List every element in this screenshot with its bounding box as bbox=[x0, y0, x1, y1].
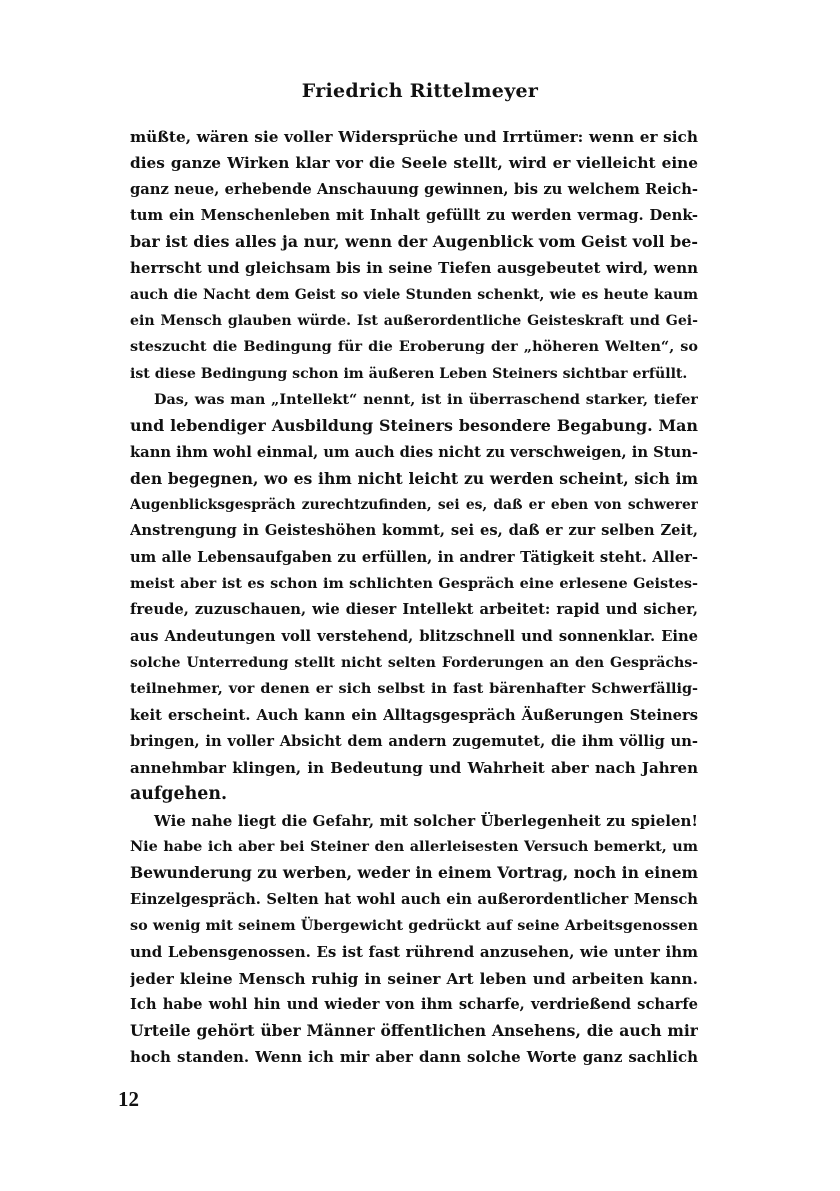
text-line: bringen, in voller Absicht dem andern zugemutet, die ihm völlig un- bbox=[130, 732, 698, 750]
text-line: Ich habe wohl hin und wieder von ihm scharfe, verdrießend scharfe bbox=[130, 995, 698, 1013]
text-line: freude, zuzuschauen, wie dieser Intellekt arbeitet: rapid und sicher, bbox=[130, 601, 698, 619]
text-line: auch die Nacht dem Geist so viele Stunden schenkt, wie es heute kaum bbox=[130, 286, 698, 303]
text-line: steszucht die Bedingung für die Eroberung der „höheren Welten“, so bbox=[130, 338, 698, 356]
body-text bbox=[130, 124, 698, 1071]
text-line: aus Andeutungen voll verstehend, blitzschnell und sonnenklar. Eine bbox=[130, 627, 698, 645]
text-line: müßte, wären sie voller Widersprüche und Irrtümer: wenn er sich bbox=[130, 128, 698, 146]
text-line: ganz neue, erhebende Anschauung gewinnen, bis zu welchem Reich- bbox=[130, 180, 698, 198]
paragraph-first-line: Das, was man „Intellekt“ nennt, ist in überraschend starker, tiefer bbox=[154, 390, 698, 408]
text-line: teilnehmer, vor denen er sich selbst in fast bärenhafter Schwerfällig- bbox=[130, 680, 698, 698]
text-line: und lebendiger Ausbildung Steiners besondere Begabung. Man bbox=[130, 416, 698, 436]
running-head: Friedrich Rittelmeyer bbox=[301, 80, 539, 102]
text-line: kann ihm wohl einmal, um auch dies nicht zu verschweigen, in Stun- bbox=[130, 443, 698, 461]
text-line: Bewunderung zu werben, weder in einem Vortrag, noch in einem bbox=[130, 863, 698, 883]
text-line: ein Mensch glauben würde. Ist außerordentliche Geisteskraft und Gei- bbox=[130, 313, 698, 330]
text-line: bar ist dies alles ja nur, wenn der Augenblick vom Geist voll be- bbox=[130, 232, 698, 252]
text-line: dies ganze Wirken klar vor die Seele stellt, wird er vielleicht eine bbox=[130, 154, 698, 173]
text-line: den begegnen, wo es ihm nicht leicht zu werden scheint, sich im bbox=[130, 468, 698, 488]
text-line: herrscht und gleichsam bis in seine Tiefen ausgebeutet wird, wenn bbox=[130, 259, 698, 278]
text-line: so wenig mit seinem Übergewicht gedrückt auf seine Arbeitsgenossen bbox=[130, 916, 698, 934]
text-line: jeder kleine Mensch ruhig in seiner Art leben und arbeiten kann. bbox=[130, 969, 698, 988]
text-line: annehmbar klingen, in Bedeutung und Wahrheit aber nach Jahren bbox=[130, 759, 698, 778]
paragraph-first-line: Wie nahe liegt die Gefahr, mit solcher Überlegenheit zu spielen! bbox=[154, 811, 698, 830]
text-line: Urteile gehört über Männer öffentlichen Ansehens, die auch mir bbox=[130, 1021, 698, 1041]
text-line: ist diese Bedingung schon im äußeren Leben Steiners sichtbar erfüllt. bbox=[130, 365, 688, 382]
text-line: und Lebensgenossen. Es ist fast rührend anzusehen, wie unter ihm bbox=[130, 943, 698, 962]
text-line: um alle Lebensaufgaben zu erfüllen, in andrer Tätigkeit steht. Aller- bbox=[130, 548, 698, 566]
text-line: keit erscheint. Auch kann ein Alltagsgespräch Äußerungen Steiners bbox=[130, 706, 698, 724]
text-line: solche Unterredung stellt nicht selten Forderungen an den Gesprächs- bbox=[130, 654, 698, 671]
text-line: hoch standen. Wenn ich mir aber dann solche Worte ganz sachlich bbox=[130, 1048, 698, 1067]
text-line: Nie habe ich aber bei Steiner den allerleisesten Versuch bemerkt, um bbox=[130, 838, 698, 856]
text-line: Augenblicksgespräch zurechtzufinden, sei es, daß er eben von schwerer bbox=[130, 497, 698, 514]
page-number: 12 bbox=[118, 1087, 139, 1111]
text-line: Einzelgespräch. Selten hat wohl auch ein außerordentlicher Mensch bbox=[130, 890, 698, 908]
text-line: tum ein Menschenleben mit Inhalt gefüllt zu werden vermag. Denk- bbox=[130, 206, 698, 224]
text-line: meist aber ist es schon im schlichten Gespräch eine erlesene Geistes- bbox=[130, 575, 698, 593]
text-line: Anstrengung in Geisteshöhen kommt, sei es, daß er zur selben Zeit, bbox=[130, 522, 698, 540]
text-line: aufgehen. bbox=[130, 784, 228, 805]
